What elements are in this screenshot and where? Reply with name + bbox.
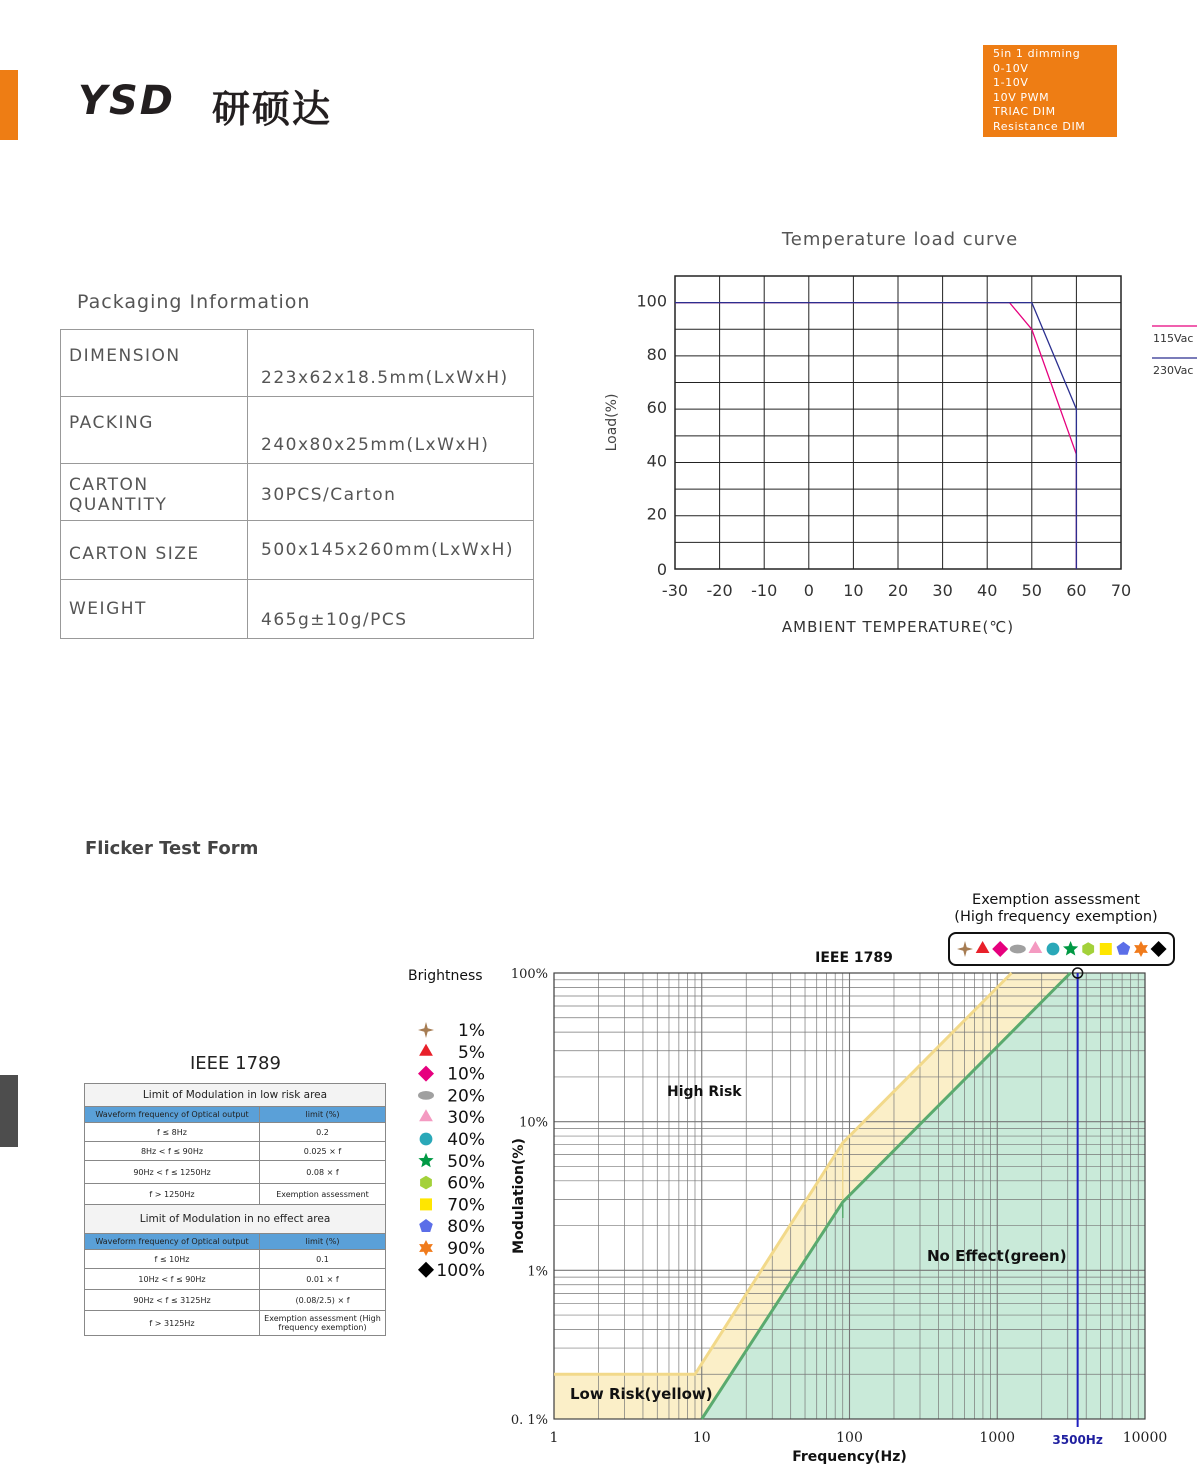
table-row [85,1290,386,1311]
y-tick-label: 0. 1% [510,1413,548,1428]
y-tick-label: 80 [646,344,667,364]
limit-cell: 0.2 [260,1123,386,1142]
legend-label: 115Vac [1153,332,1194,345]
ieee-heading: IEEE 1789 [190,1053,281,1074]
x-tick-label: 100 [836,1430,863,1446]
x-tick-label: 1 [549,1430,559,1446]
brightness-label: 90% [447,1239,485,1259]
brightness-marker-icon [420,1133,433,1146]
brightness-label: 70% [447,1195,485,1216]
chart-title: IEEE 1789 [815,950,893,966]
low-risk-label: Low Risk(yellow) [570,1385,713,1403]
limit-cell: 0.025 × f [260,1142,386,1161]
y-tick-label: 40 [646,451,667,471]
freq-cell: f > 3125Hz [85,1311,260,1336]
no-effect-title: Limit of Modulation in no effect area [85,1205,386,1234]
x-tick-label: 60 [1066,581,1087,600]
badge-line: 0-10V [993,61,1029,75]
x-tick-label: 10000 [1122,1430,1168,1446]
brightness-marker-icon [418,1091,434,1100]
brightness-marker-icon [420,1198,432,1210]
limit-cell: Exemption assessment [260,1184,386,1205]
y-tick-label: 20 [646,504,667,524]
x-tick-label: 70 [1110,581,1132,600]
brand-logo: YSD [78,78,175,124]
table-row [85,1161,386,1184]
limit-cell: 0.08 × f [260,1161,386,1184]
brightness-marker-icon [418,1262,434,1278]
low-risk-title: Limit of Modulation in low risk area [85,1084,386,1107]
y-tick-label: 10% [519,1115,548,1131]
temperature-load-chart [580,220,1200,650]
x-tick-label: 10 [843,581,864,600]
y-tick-label: 1% [527,1264,548,1280]
marker-tick-label: 3500Hz [1052,1433,1103,1447]
exemption-subtitle: (High frequency exemption) [954,909,1158,925]
x-axis-label: AMBIENT TEMPERATURE(℃) [781,618,1015,636]
col-limit-header: limit (%) [260,1234,386,1250]
brightness-marker-icon [418,1066,434,1082]
freq-cell: 90Hz < f ≤ 3125Hz [85,1290,260,1311]
brightness-title: Brightness [408,968,483,984]
table-row [85,1142,386,1161]
row-label: CARTON QUANTITY [61,464,248,521]
freq-cell: 10Hz < f ≤ 90Hz [85,1269,260,1290]
col-freq-header: Waveform frequency of Optical output [85,1234,260,1250]
brightness-label: 60% [447,1173,485,1194]
y-axis-label: Load(%) [604,393,620,452]
x-tick-label: 40 [977,581,998,600]
row-value: 465g±10g/PCS [248,580,534,639]
brightness-label: 40% [447,1130,485,1150]
packaging-table [60,329,534,639]
brightness-marker-icon [419,1240,433,1256]
brand-name-cn: 研硕达 [212,87,333,131]
row-label: WEIGHT [61,580,248,639]
row-label: PACKING [61,397,248,464]
freq-cell: 8Hz < f ≤ 90Hz [85,1142,260,1161]
high-risk-label: High Risk [667,1084,742,1100]
table-row [61,521,534,580]
side-accent-bar [0,70,18,140]
brightness-label: 30% [447,1108,485,1129]
no-effect-label: No Effect(green) [927,1247,1067,1265]
x-tick-label: -20 [706,581,733,600]
y-tick-label: 0 [656,560,667,579]
exemption-title: Exemption assessment [972,892,1140,908]
x-tick-label: -30 [661,581,689,600]
limit-cell: (0.08/2.5) × f [260,1290,386,1311]
table-row [61,580,534,639]
row-label: CARTON SIZE [61,521,248,580]
x-tick-label: 0 [803,581,814,600]
side-accent-bar-gray [0,1075,18,1147]
row-value: 30PCS/Carton [248,464,534,521]
table-row [85,1311,386,1336]
row-label: DIMENSION [61,330,248,397]
chart-title: Temperature load curve [781,229,1019,250]
row-value: 240x80x25mm(LxWxH) [248,397,534,464]
x-axis-label: Frequency(Hz) [792,1449,907,1465]
row-value: 223x62x18.5mm(LxWxH) [248,330,534,397]
brightness-label: 1% [458,1021,485,1041]
badge-line: TRIAC DIM [993,105,1056,119]
x-tick-label: 10 [692,1430,711,1446]
ieee1789-chart [500,945,1180,1471]
brightness-marker-icon [420,1176,432,1190]
brightness-label: 10% [447,1064,485,1085]
x-tick-label: 1000 [979,1430,1016,1446]
col-limit-header: limit (%) [260,1107,386,1123]
limit-cell: 0.1 [260,1250,386,1269]
badge-line: 10V PWM [993,90,1050,104]
brightness-label: 50% [447,1151,485,1172]
y-tick-label: 60 [646,398,667,418]
freq-cell: f ≤ 10Hz [85,1250,260,1269]
dimming-badge [983,45,1117,137]
brightness-marker-icon [418,1022,434,1038]
brightness-marker-icon [419,1109,433,1121]
row-value: 500x145x260mm(LxWxH) [248,521,534,580]
brightness-marker-icon [418,1153,433,1168]
y-axis-label: Modulation(%) [511,1138,527,1254]
badge-line: 1-10V [993,76,1029,90]
ieee-limit-table [84,1083,386,1336]
table-row [85,1250,386,1269]
table-row [85,1123,386,1142]
freq-cell: 90Hz < f ≤ 1250Hz [85,1161,260,1184]
packaging-title: Packaging Information [77,291,311,313]
x-tick-label: 20 [887,581,909,600]
brightness-label: 100% [436,1260,485,1281]
flicker-title: Flicker Test Form [85,838,259,859]
brightness-marker-icon [419,1219,433,1232]
table-row [61,464,534,521]
limit-cell: Exemption assessment (High frequency exemption) [260,1311,386,1336]
table-row [61,397,534,464]
brightness-label: 80% [447,1217,485,1238]
brightness-legend [405,1015,505,1285]
y-tick-label: 100 [636,291,667,311]
brightness-label: 20% [447,1086,485,1107]
y-tick-label: 100% [510,967,548,982]
freq-cell: f > 1250Hz [85,1184,260,1205]
col-freq-header: Waveform frequency of Optical output [85,1107,260,1123]
x-tick-label: 50 [1021,581,1042,600]
table-row [85,1269,386,1290]
badge-line: 5in 1 dimming [993,47,1081,60]
table-row [61,330,534,397]
brightness-marker-icon [419,1044,433,1056]
freq-cell: f ≤ 8Hz [85,1123,260,1142]
legend-label: 230Vac [1153,364,1194,377]
limit-cell: 0.01 × f [260,1269,386,1290]
x-tick-label: -10 [751,581,778,600]
table-row [85,1184,386,1205]
brightness-label: 5% [458,1042,485,1063]
exemption-heading [948,892,1164,926]
x-tick-label: 30 [932,581,953,600]
badge-line: Resistance DIM [993,119,1086,133]
